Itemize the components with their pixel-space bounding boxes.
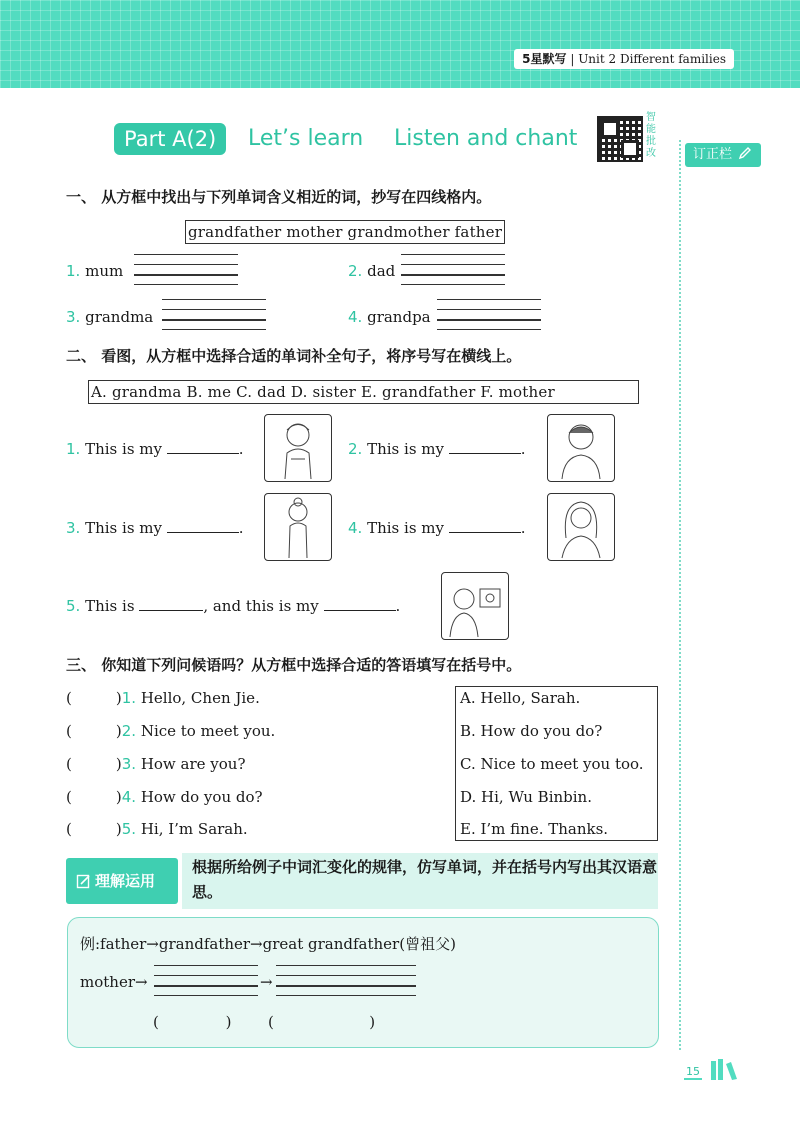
unit-title: Unit 2 Different families	[578, 52, 726, 66]
item-number: 4.	[121, 788, 137, 806]
answer-blank[interactable]	[139, 610, 203, 611]
sentence-text: This is my	[85, 440, 162, 458]
sentence-text: This is my	[85, 519, 162, 537]
grandmother-illustration-icon	[264, 493, 332, 561]
answer-option-c: C. Nice to meet you too.	[460, 755, 644, 773]
meaning-paren-1[interactable]: ( )	[153, 1013, 232, 1031]
woman-illustration-icon	[547, 493, 615, 561]
correction-column-divider	[679, 140, 681, 1050]
apply-badge-text: 理解运用	[95, 872, 156, 890]
correction-column-label	[685, 143, 761, 167]
item-number: 1.	[66, 262, 81, 280]
answer-blank[interactable]	[167, 453, 239, 454]
lesson-badge: Part A(2)	[114, 123, 226, 155]
sentence-end: .	[520, 519, 526, 537]
four-line-grid-2[interactable]	[401, 254, 505, 284]
item-number: 1.	[121, 689, 137, 707]
section3-question-5: ( )5. Hi, I’m Sarah.	[66, 820, 248, 838]
sentence-end: .	[238, 440, 244, 458]
four-line-grid-1[interactable]	[134, 254, 238, 284]
application-arrow: →	[260, 973, 273, 991]
answer-option-b: B. How do you do?	[460, 722, 603, 740]
qr-code-icon[interactable]	[597, 116, 643, 162]
section2-heading: 二、 看图，从方框中选择合适的单词补全句子，将序号写在横线上。	[66, 347, 522, 365]
item-number: 1.	[66, 440, 81, 458]
item-number: 2.	[348, 262, 363, 280]
four-line-grid-application-2[interactable]	[276, 965, 416, 995]
item-number: 3.	[66, 308, 81, 326]
item-number: 2.	[121, 722, 137, 740]
section1-item-2	[348, 262, 395, 280]
section3-answer-box	[455, 686, 658, 841]
section3-question-2: ( )2. Nice to meet you.	[66, 722, 276, 740]
section2-item-1	[66, 440, 244, 458]
meaning-paren-2[interactable]: ( )	[268, 1013, 376, 1031]
pencil-icon	[738, 146, 752, 160]
question-text: Hello, Chen Jie.	[140, 689, 260, 707]
question-text: How do you do?	[140, 788, 263, 806]
section3-question-4: ( )4. How do you do?	[66, 788, 263, 806]
answer-option-d: D. Hi, Wu Binbin.	[460, 788, 592, 806]
section3-heading: 三、 你知道下列问候语吗？从方框中选择合适的答语填写在括号中。	[66, 656, 522, 674]
section1-word-box: grandfather mother grandmother father	[185, 220, 505, 244]
qr-label: 智能批改	[646, 112, 656, 159]
page-number: 15	[686, 1065, 700, 1078]
apply-badge	[66, 858, 178, 904]
boy-with-photo-illustration-icon	[441, 572, 509, 640]
answer-blank[interactable]	[449, 532, 521, 533]
sentence-text: This is my	[367, 440, 444, 458]
answer-blank[interactable]	[167, 532, 239, 533]
section2-item-5	[66, 597, 400, 615]
books-icon	[710, 1058, 740, 1080]
four-line-grid-4[interactable]	[437, 299, 541, 329]
question-text: How are you?	[140, 755, 246, 773]
answer-option-a: A. Hello, Sarah.	[460, 689, 581, 707]
section2-item-4	[348, 519, 526, 537]
application-instruction: 根据所给例子中词汇变化的规律，仿写单词，并在括号内写出其汉语意思。	[192, 858, 658, 901]
section3-question-3: ( )3. How are you?	[66, 755, 246, 773]
lesson-title-listen-chant: Listen and chant	[394, 126, 578, 151]
item-number: 2.	[348, 440, 363, 458]
answer-blank[interactable]	[324, 610, 396, 611]
answer-option-e: E. I’m fine. Thanks.	[460, 820, 609, 838]
section1-item-1	[66, 262, 123, 280]
sentence-end: .	[520, 440, 526, 458]
sentence-text-a: This is	[85, 597, 135, 615]
application-example: 例:father→grandfather→great grandfather(曾祖父)	[80, 935, 456, 953]
application-prompt-word: mother→	[80, 973, 148, 991]
section2-item-3	[66, 519, 244, 537]
item-number: 3.	[121, 755, 137, 773]
answer-blank[interactable]	[449, 453, 521, 454]
question-text: Nice to meet you.	[140, 722, 276, 740]
sentence-text: This is my	[367, 519, 444, 537]
man-illustration-icon	[547, 414, 615, 482]
item-number: 4.	[348, 519, 363, 537]
lesson-title-lets-learn: Let’s learn	[248, 126, 364, 151]
section2-item-2	[348, 440, 526, 458]
four-line-grid-3[interactable]	[162, 299, 266, 329]
section1-item-4	[348, 308, 431, 326]
running-head: 5星默写 | Unit 2 Different families	[514, 49, 734, 69]
item-number: 3.	[66, 519, 81, 537]
item-number: 4.	[348, 308, 363, 326]
grandfather-illustration-icon	[264, 414, 332, 482]
section3-question-1: ( )1. Hello, Chen Jie.	[66, 689, 260, 707]
section1-item-3	[66, 308, 153, 326]
section2-option-box: A. grandma B. me C. dad D. sister E. grandfather F. mother	[88, 380, 639, 404]
item-word: dad	[367, 262, 396, 280]
sentence-end: .	[238, 519, 244, 537]
correction-label-text: 订正栏	[693, 147, 733, 162]
series-brand: 5星默写	[522, 52, 567, 66]
item-number: 5.	[66, 597, 81, 615]
header-band	[0, 0, 800, 88]
sentence-text-b: , and this is my	[203, 597, 319, 615]
section1-heading: 一、 从方框中找出与下列单词含义相近的词，抄写在四线格内。	[66, 188, 492, 206]
item-number: 5.	[121, 820, 137, 838]
four-line-grid-application-1[interactable]	[154, 965, 258, 995]
edit-note-icon	[76, 873, 92, 889]
item-word: mum	[85, 262, 124, 280]
item-word: grandma	[85, 308, 154, 326]
item-word: grandpa	[367, 308, 431, 326]
question-text: Hi, I’m Sarah.	[140, 820, 248, 838]
sentence-end: .	[395, 597, 401, 615]
